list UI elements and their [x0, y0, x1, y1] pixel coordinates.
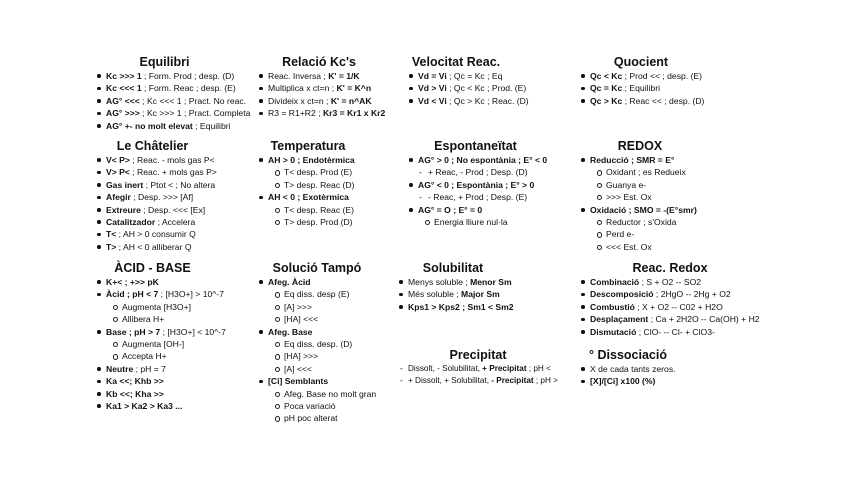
section-list	[258, 276, 376, 425]
bold-text: Vd < Vi	[418, 95, 447, 106]
item-text: T> desp. Prod (D)	[284, 217, 353, 228]
sub-list-item	[258, 216, 358, 228]
bold-text: Gas inert	[106, 179, 144, 190]
bold-text: Afegir	[106, 192, 131, 203]
list-item	[258, 95, 385, 107]
bold-text: Afeg. Base	[268, 326, 313, 337]
list-item	[580, 82, 704, 94]
list-item	[398, 288, 514, 300]
section-solubilitat	[398, 261, 514, 313]
item-text: ; Form. Reac ; desp. (E)	[141, 83, 236, 94]
bold-text: Àcid ; pH < 7	[106, 289, 159, 300]
item-text: - Reac, + Prod ; Desp. (E)	[428, 192, 528, 203]
list-item	[96, 191, 217, 203]
item-text: ; AH > 0 consumir Q	[116, 229, 196, 240]
list-item	[96, 154, 217, 166]
bold-text: Descomposició	[590, 289, 654, 300]
item-text: Augmenta [H3O+]	[122, 301, 192, 312]
sub-list-item	[258, 412, 376, 424]
list-item	[398, 301, 514, 313]
section-list	[258, 70, 385, 120]
sub-list-item	[580, 179, 700, 191]
bold-text: Kr3 = Kr1 x Kr2	[322, 108, 386, 119]
list-item	[258, 82, 385, 94]
list-item	[96, 400, 226, 412]
item-text: ; Equilibri	[622, 83, 660, 94]
sub-list-item	[580, 228, 700, 240]
sub-list-item	[258, 301, 376, 313]
section-reac-redox	[580, 261, 760, 338]
bold-text: AG° <<<	[106, 95, 140, 106]
item-text: Eq diss. desp. (D)	[284, 339, 353, 350]
section-temperatura	[258, 139, 358, 228]
bold-text: [Ci] Semblants	[268, 376, 329, 387]
item-text: <<< Est. Ox	[606, 241, 652, 252]
bold-text: K' = 1/K	[328, 71, 360, 81]
item-text: Reac. Inversa ;	[268, 71, 329, 81]
bold-text: Extreure	[106, 204, 141, 215]
item-text: Energia lliure nul·la	[434, 217, 508, 228]
item-text: Reductor ; s'Oxida	[606, 217, 677, 228]
sub-list-item	[258, 338, 376, 350]
list-item	[96, 363, 226, 375]
sub-list-item	[258, 350, 376, 362]
item-text: ; Desp. >>> [Af]	[130, 192, 194, 203]
list-item	[408, 82, 529, 94]
bold-text: Neutre	[106, 363, 134, 374]
list-item	[96, 120, 250, 132]
bold-text: Kc <<< 1	[106, 83, 142, 94]
section-list	[398, 276, 514, 313]
section-list	[580, 70, 704, 107]
section-list	[96, 276, 226, 412]
list-item	[580, 313, 760, 325]
bold-text: + Precipitat	[482, 364, 527, 373]
item-text: ; S + O2 -- SO2	[639, 277, 702, 287]
bold-text: Qc = Kc	[590, 83, 623, 94]
item-text: ; AH < 0 alliberar Q	[116, 241, 192, 252]
item-text: Més soluble ;	[408, 289, 462, 300]
list-item	[96, 95, 250, 107]
item-text: Poca variació	[284, 401, 336, 412]
bold-text: Ka1 > Ka2 > Ka3 ...	[106, 401, 183, 412]
item-text: T> desp. Reac (D)	[284, 179, 355, 190]
sub-list-item	[258, 166, 358, 178]
list-item	[580, 363, 676, 375]
item-text: [HA] >>>	[284, 351, 319, 362]
item-text: [A] >>>	[284, 301, 312, 312]
bold-text: Oxidació ; SMO = -(E°smr)	[590, 204, 697, 215]
list-item	[258, 154, 358, 166]
item-text: T< desp. Reac (E)	[284, 204, 354, 215]
section-solucio-tampo	[258, 261, 376, 425]
section-list	[96, 70, 250, 132]
section-title: Quocient	[613, 55, 669, 69]
item-text: ; Kc >>> 1 ; Pract. Completa	[139, 108, 251, 119]
item-text: ; pH >	[533, 376, 558, 386]
section-quocient	[580, 55, 704, 107]
item-text: ; Reac << ; desp. (D)	[622, 95, 705, 106]
bold-text: Afeg. Àcid	[268, 277, 311, 287]
section-list	[580, 276, 760, 338]
item-text: ; ClO- -- Cl- + ClO3-	[636, 326, 715, 337]
bold-text: AG° < 0 ; Espontània ; E° > 0	[418, 179, 535, 190]
bold-text: Qc < Kc	[590, 71, 623, 81]
item-text: ; Ptot < ; No altera	[143, 179, 216, 190]
list-item	[96, 166, 217, 178]
list-item	[580, 326, 760, 338]
sub-list-item	[580, 166, 700, 178]
list-item	[408, 179, 547, 191]
bold-text: [X]/[Ci] x100 (%)	[590, 376, 656, 387]
sub-list-item	[96, 313, 226, 325]
section-title: ° Dissociació	[589, 348, 667, 362]
item-text: ; pH <	[526, 364, 551, 373]
section-le-chatelier	[96, 139, 217, 253]
item-text: + Reac, - Prod ; Desp. (D)	[428, 167, 528, 178]
item-text: [A] <<<	[284, 363, 312, 374]
sub-list-item	[408, 216, 547, 228]
bold-text: V> P<	[106, 167, 130, 178]
item-text: ; Qc = Kc ; Eq	[446, 71, 503, 81]
item-text: + Dissolt, + Solubilitat,	[408, 376, 492, 386]
list-item	[408, 70, 529, 82]
section-relacio-kcs	[258, 55, 385, 120]
list-item	[398, 363, 558, 375]
sub-list-item	[258, 363, 376, 375]
bold-text: Vd = Vi	[418, 71, 447, 81]
item-text: ; Ca + 2H2O -- Ca(OH) + H2	[648, 314, 760, 325]
section-title: Equilibri	[139, 55, 190, 69]
item-text: Divideix x ct=n ;	[268, 95, 331, 106]
list-item	[96, 82, 250, 94]
item-text: Perd e-	[606, 229, 635, 240]
bold-text: K+< ; +>> pK	[106, 277, 159, 287]
item-text: Eq diss. desp (E)	[284, 289, 350, 300]
sub-list-item	[258, 204, 358, 216]
section-title: Le Châtelier	[116, 139, 189, 153]
item-text: T< desp. Prod (E)	[284, 167, 353, 178]
item-text: [HA] <<<	[284, 314, 319, 325]
list-item	[258, 375, 376, 387]
list-item	[580, 288, 760, 300]
section-list	[580, 363, 676, 388]
item-text: Augmenta [OH-]	[122, 339, 185, 350]
item-text: ; Desp. <<< [Ex]	[140, 204, 206, 215]
bold-text: Kc >>> 1	[106, 71, 142, 81]
list-item	[96, 216, 217, 228]
item-text: ; pH = 7	[133, 363, 166, 374]
sub-list-item	[258, 400, 376, 412]
section-title: ÀCID - BASE	[114, 261, 191, 275]
section-title: Precipitat	[449, 348, 507, 362]
list-item	[580, 204, 700, 216]
bold-text: Major Sm	[461, 289, 500, 300]
bold-text: - Precipitat	[491, 376, 534, 386]
sub-list-item	[258, 388, 376, 400]
list-item	[258, 70, 385, 82]
section-list	[96, 154, 217, 253]
list-item	[258, 107, 385, 119]
section-title: Solució Tampó	[272, 261, 362, 275]
item-text: ; Qc > Kc ; Reac. (D)	[446, 95, 529, 106]
item-text: ; Accelera	[155, 217, 196, 228]
bold-text: AH > 0 ; Endotèrmica	[268, 155, 355, 165]
list-item	[580, 301, 760, 313]
sub-list-item	[580, 241, 700, 253]
sub-list-item	[96, 350, 226, 362]
item-text: Allibera H+	[122, 314, 165, 325]
list-item	[96, 288, 226, 300]
bold-text: Catalitzador	[106, 217, 156, 228]
bold-text: Desplaçament	[590, 314, 649, 325]
item-text: ; Qc < Kc ; Prod. (E)	[446, 83, 527, 94]
section-velocitat	[408, 55, 529, 107]
bold-text: AG° +- no molt elevat	[106, 120, 193, 131]
item-text: ; X + O2 -- C02 + H2O	[634, 301, 723, 312]
bold-text: Base ; pH > 7	[106, 326, 161, 337]
bold-text: Ka <<; Khb >>	[106, 376, 164, 387]
bold-text: Kps1 > Kps2 ; Sm1 < Sm2	[408, 301, 514, 312]
section-title: Espontaneïtat	[434, 139, 517, 153]
list-item	[258, 326, 376, 338]
list-item	[96, 375, 226, 387]
bold-text: Reducció ; SMR = E°	[590, 155, 675, 165]
sub-list-item	[258, 179, 358, 191]
section-title: REDOX	[617, 139, 663, 153]
bold-text: AG° > 0 ; No espontània ; E° < 0	[418, 155, 548, 165]
item-text: Accepta H+	[122, 351, 167, 362]
list-item	[96, 276, 226, 288]
list-item	[580, 95, 704, 107]
section-acid-base	[96, 261, 226, 412]
item-text: ; [H3O+] < 10^-7	[160, 326, 226, 337]
list-item	[398, 276, 514, 288]
list-item	[398, 375, 558, 387]
bold-text: Combustió	[590, 301, 635, 312]
list-item	[96, 241, 217, 253]
item-text: ; Form. Prod ; desp. (D)	[141, 71, 235, 81]
section-dissociacio	[580, 348, 676, 388]
list-item	[96, 228, 217, 240]
section-espontaneitat	[408, 139, 547, 228]
sub-list-item	[580, 216, 700, 228]
list-item	[258, 191, 358, 203]
list-item	[96, 388, 226, 400]
item-text: >>> Est. Ox	[606, 192, 652, 203]
item-text: Afeg. Base no molt gran	[284, 388, 377, 399]
list-item	[408, 154, 547, 166]
item-text: pH poc alterat	[284, 413, 338, 424]
item-text: ; Reac. - mols gas P<	[129, 155, 215, 165]
bold-text: K' = n^AK	[330, 95, 372, 106]
bold-text: T>	[106, 241, 117, 252]
item-text: Oxidant ; es Redueix	[606, 167, 686, 178]
bold-text: Combinació	[590, 277, 640, 287]
list-item	[580, 375, 676, 387]
sub-list-item	[96, 338, 226, 350]
list-item	[96, 326, 226, 338]
list-item	[96, 107, 250, 119]
section-precipitat	[398, 348, 558, 388]
item-text: Dissolt, - Solubilitat,	[408, 364, 483, 373]
section-title: Reac. Redox	[632, 261, 708, 275]
list-item	[258, 276, 376, 288]
sub-list-item	[258, 313, 376, 325]
bold-text: AG° >>>	[106, 108, 140, 119]
list-item	[580, 70, 704, 82]
item-text: Guanya e-	[606, 179, 647, 190]
list-item	[408, 204, 547, 216]
bold-text: T<	[106, 229, 117, 240]
bold-text: Menor Sm	[470, 277, 512, 287]
item-text: X de cada tants zeros.	[590, 364, 676, 374]
section-list	[580, 154, 700, 253]
item-text: Multiplica x ct=n ;	[268, 83, 337, 94]
sub-list-item	[580, 191, 700, 203]
list-item	[580, 154, 700, 166]
section-title: Temperatura	[270, 139, 346, 153]
section-redox	[580, 139, 700, 253]
sub-list-item	[408, 191, 547, 203]
section-list	[408, 154, 547, 228]
item-text: ; 2HgO -- 2Hg + O2	[653, 289, 731, 300]
bold-text: Vd > Vi	[418, 83, 447, 94]
item-text: ; Reac. + mols gas P>	[129, 167, 217, 178]
item-text: ; Kc <<< 1 ; Pract. No reac.	[139, 95, 247, 106]
section-title: Solubilitat	[422, 261, 484, 275]
list-item	[96, 70, 250, 82]
list-item	[96, 179, 217, 191]
bold-text: Kb <<; Kha >>	[106, 388, 164, 399]
bold-text: V< P>	[106, 155, 130, 165]
bold-text: Qc > Kc	[590, 95, 623, 106]
section-title: Velocitat Reac.	[411, 55, 501, 69]
section-title: Relació Kc's	[282, 55, 356, 69]
item-text: Menys soluble ;	[408, 277, 471, 287]
item-text: R3 = R1+R2 ;	[268, 108, 323, 119]
section-list	[398, 363, 558, 388]
list-item	[96, 204, 217, 216]
bold-text: Dismutació	[590, 326, 637, 337]
item-text: ; Prod << ; desp. (E)	[622, 71, 703, 81]
sub-list-item	[408, 166, 547, 178]
bold-text: K' = K^n	[336, 83, 372, 94]
sub-list-item	[96, 301, 226, 313]
section-equilibri	[96, 55, 250, 132]
bold-text: AH < 0 ; Exotèrmica	[268, 192, 349, 203]
list-item	[408, 95, 529, 107]
section-list	[258, 154, 358, 228]
section-list	[408, 70, 529, 107]
sub-list-item	[258, 288, 376, 300]
item-text: ; Equilibri	[192, 120, 231, 131]
item-text: ; [H3O+] > 10^-7	[158, 289, 224, 300]
list-item	[580, 276, 760, 288]
bold-text: AG° = O ; E° = 0	[418, 204, 483, 215]
